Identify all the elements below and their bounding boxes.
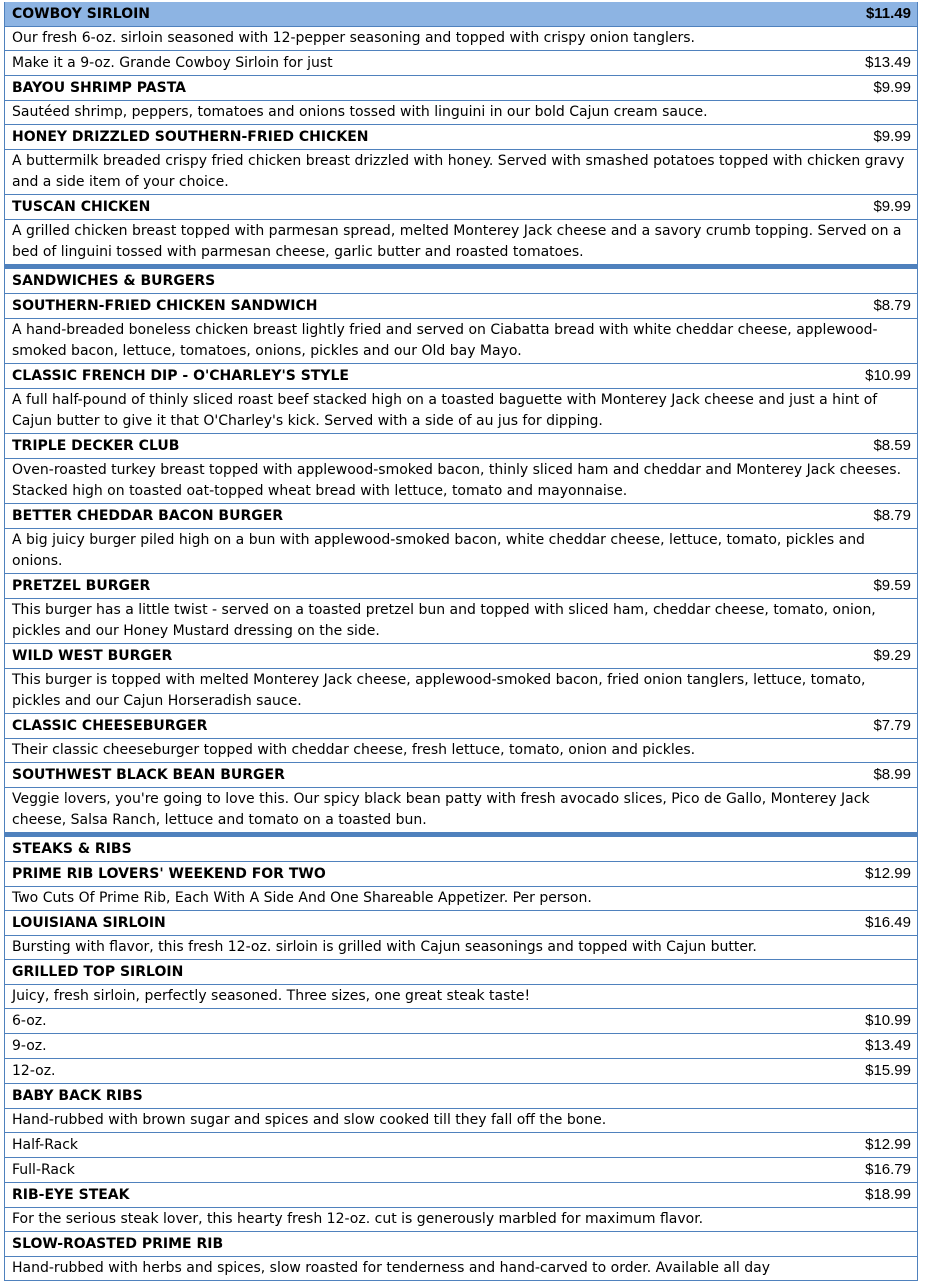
menu-item-price: $8.59: [873, 437, 911, 454]
menu-option-row: [5, 1158, 917, 1183]
menu-item-description: Hand-rubbed with herbs and spices, slow roasted for tenderness and hand-carved to order. Available all day: [12, 1260, 770, 1276]
menu-item-row: [5, 364, 917, 389]
menu-item-price: $9.99: [873, 79, 911, 96]
menu-item-description-row: [5, 101, 917, 125]
menu-item-price: $10.99: [865, 367, 911, 384]
menu-item-description: A hand-breaded boneless chicken breast lightly fried and served on Ciabatta bread with white cheddar cheese, applewood-smoked bacon, lettuce, tomatoes, onions, pickles and our Old bay Mayo.: [12, 322, 878, 359]
menu-item-price: $9.29: [873, 647, 911, 664]
menu-option-price: $13.49: [865, 54, 911, 71]
menu-option-label: Full-Rack: [12, 1162, 75, 1178]
menu-item-description-row: [5, 150, 917, 195]
menu-item-description: Our fresh 6-oz. sirloin seasoned with 12-pepper seasoning and topped with crispy onion tanglers.: [12, 30, 695, 46]
menu-item-name: BAYOU SHRIMP PASTA: [12, 80, 186, 96]
menu-item-price: $16.49: [865, 914, 911, 931]
menu-option-price: $10.99: [865, 1012, 911, 1029]
menu-item-row: [5, 434, 917, 459]
menu-item-description-row: [5, 1208, 917, 1232]
menu-item-description: This burger is topped with melted Monterey Jack cheese, applewood-smoked bacon, fried onion tanglers, lettuce, tomato, pickles and our Cajun Horseradish sauce.: [12, 672, 866, 709]
menu-item-description-row: [5, 936, 917, 960]
menu-item-price: [851, 960, 917, 984]
menu-item-description-row: [5, 788, 917, 833]
menu-item-name: BABY BACK RIBS: [12, 1088, 143, 1104]
menu-item-description: Sautéed shrimp, peppers, tomatoes and onions tossed with linguini in our bold Cajun cream sauce.: [12, 104, 708, 120]
menu-item-price: $8.79: [873, 507, 911, 524]
menu-item-name: WILD WEST BURGER: [12, 648, 173, 664]
menu-item-description: Two Cuts Of Prime Rib, Each With A Side And One Shareable Appetizer. Per person.: [12, 890, 592, 906]
menu-item-description-row: [5, 599, 917, 644]
menu-item-price: [851, 1232, 917, 1256]
menu-item-price: $9.99: [873, 128, 911, 145]
menu-item-description: A full half-pound of thinly sliced roast beef stacked high on a toasted baguette with Monterey Jack cheese and just a hint of Cajun butter to give it that O'Charley's kick. Served with a side of au jus for dipping.: [12, 392, 878, 429]
menu-item-description-row: [5, 1109, 917, 1133]
menu-item-description-row: [5, 985, 917, 1009]
menu-option-row: [5, 1009, 917, 1034]
menu-item-description: Bursting with flavor, this fresh 12-oz. sirloin is grilled with Cajun seasonings and topped with Cajun butter.: [12, 939, 757, 955]
menu-item-description-row: [5, 669, 917, 714]
menu-option-price: $12.99: [865, 1136, 911, 1153]
menu-item-description-row: [5, 739, 917, 763]
menu-item-name: TUSCAN CHICKEN: [12, 199, 151, 215]
menu-item-row: [5, 2, 917, 27]
menu-item-name: LOUISIANA SIRLOIN: [12, 915, 166, 931]
menu-item-description: For the serious steak lover, this hearty fresh 12-oz. cut is generously marbled for maximum flavor.: [12, 1211, 704, 1227]
menu-item-name: PRIME RIB LOVERS' WEEKEND FOR TWO: [12, 866, 326, 882]
section-title: SANDWICHES & BURGERS: [12, 273, 216, 289]
menu-item-price: $18.99: [865, 1186, 911, 1203]
menu-item-row: [5, 1183, 917, 1208]
menu-item-description-row: [5, 459, 917, 504]
menu-item-row: [5, 960, 917, 985]
menu-item-name: SOUTHERN-FRIED CHICKEN SANDWICH: [12, 298, 318, 314]
menu-item-description-row: [5, 27, 917, 51]
section-header-row: [5, 265, 917, 294]
menu-item-description: A grilled chicken breast topped with parmesan spread, melted Monterey Jack cheese and a savory crumb topping. Served on a bed of linguini tossed with parmesan cheese, garlic butter and roasted tomatoes.: [12, 223, 902, 260]
menu-item-name: RIB-EYE STEAK: [12, 1187, 130, 1203]
menu-option-row: [5, 1133, 917, 1158]
menu-option-label: Half-Rack: [12, 1137, 79, 1153]
menu-item-description: Oven-roasted turkey breast topped with applewood-smoked bacon, thinly sliced ham and cheddar and Monterey Jack cheeses. Stacked high on toasted oat-topped wheat bread with lettuce, tomato and mayonnaise.: [12, 462, 902, 499]
menu-item-description: Hand-rubbed with brown sugar and spices and slow cooked till they fall off the bone.: [12, 1112, 607, 1128]
menu-item-name: CLASSIC CHEESEBURGER: [12, 718, 208, 734]
menu-option-price: $16.79: [865, 1161, 911, 1178]
menu-item-description-row: [5, 1257, 917, 1281]
menu-item-name: CLASSIC FRENCH DIP - O'CHARLEY'S STYLE: [12, 368, 349, 384]
menu-item-name: SLOW-ROASTED PRIME RIB: [12, 1236, 224, 1252]
menu-item-description-row: [5, 220, 917, 265]
section-title: STEAKS & RIBS: [12, 841, 132, 857]
menu-item-row: [5, 1084, 917, 1109]
menu-item-description-row: [5, 389, 917, 434]
menu-item-description: This burger has a little twist - served on a toasted pretzel bun and topped with sliced ham, cheddar cheese, tomato, onion, pickles and our Honey Mustard dressing on the side.: [12, 602, 876, 639]
menu-item-price: $7.79: [873, 717, 911, 734]
menu-item-description: A buttermilk breaded crispy fried chicken breast drizzled with honey. Served with smashed potatoes topped with chicken gravy and a side item of your choice.: [12, 153, 905, 190]
menu-item-row: [5, 1232, 917, 1257]
menu-item-name: HONEY DRIZZLED SOUTHERN-FRIED CHICKEN: [12, 129, 369, 145]
menu-item-description: Veggie lovers, you're going to love this. Our spicy black bean patty with fresh avocado slices, Pico de Gallo, Monterey Jack cheese, Salsa Ranch, lettuce and tomato on a toasted bun.: [12, 791, 870, 828]
menu-item-row: [5, 125, 917, 150]
menu-item-name: TRIPLE DECKER CLUB: [12, 438, 180, 454]
menu-item-row: [5, 644, 917, 669]
menu-item-price: [851, 1084, 917, 1108]
menu-item-description: Their classic cheeseburger topped with cheddar cheese, fresh lettuce, tomato, onion and pickles.: [12, 742, 696, 758]
menu-item-row: [5, 76, 917, 101]
menu-option-label: Make it a 9-oz. Grande Cowboy Sirloin for just: [12, 55, 333, 71]
menu-option-price: $15.99: [865, 1062, 911, 1079]
menu-option-price: $13.49: [865, 1037, 911, 1054]
menu-item-row: [5, 714, 917, 739]
menu-item-description-row: [5, 887, 917, 911]
menu-item-row: [5, 294, 917, 319]
menu-option-label: 9-oz.: [12, 1038, 47, 1054]
menu-item-name: BETTER CHEDDAR BACON BURGER: [12, 508, 284, 524]
menu-option-label: 12-oz.: [12, 1063, 56, 1079]
menu-item-row: [5, 504, 917, 529]
menu-item-description: A big juicy burger piled high on a bun with applewood-smoked bacon, white cheddar cheese, lettuce, tomato, pickles and onions.: [12, 532, 865, 569]
menu-item-row: [5, 911, 917, 936]
menu-option-row: [5, 1034, 917, 1059]
menu-option-label: 6-oz.: [12, 1013, 47, 1029]
menu-item-price: $8.79: [873, 297, 911, 314]
menu-table: [4, 2, 918, 1281]
menu-option-row: [5, 1059, 917, 1084]
menu-item-row: [5, 195, 917, 220]
menu-item-name: PRETZEL BURGER: [12, 578, 151, 594]
menu-item-name: SOUTHWEST BLACK BEAN BURGER: [12, 767, 285, 783]
menu-item-name: GRILLED TOP SIRLOIN: [12, 964, 184, 980]
menu-item-row: [5, 862, 917, 887]
menu-item-row: [5, 574, 917, 599]
menu-item-description-row: [5, 529, 917, 574]
menu-item-price: $11.49: [865, 5, 911, 22]
menu-item-name: COWBOY SIRLOIN: [12, 6, 151, 22]
menu-item-row: [5, 763, 917, 788]
menu-item-price: $12.99: [865, 865, 911, 882]
menu-item-price: $8.99: [873, 766, 911, 783]
menu-item-price: $9.99: [873, 198, 911, 215]
menu-option-row: [5, 51, 917, 76]
menu-item-description-row: [5, 319, 917, 364]
menu-item-description: Juicy, fresh sirloin, perfectly seasoned. Three sizes, one great steak taste!: [12, 988, 531, 1004]
menu-item-price: $9.59: [873, 577, 911, 594]
section-header-row: [5, 833, 917, 862]
